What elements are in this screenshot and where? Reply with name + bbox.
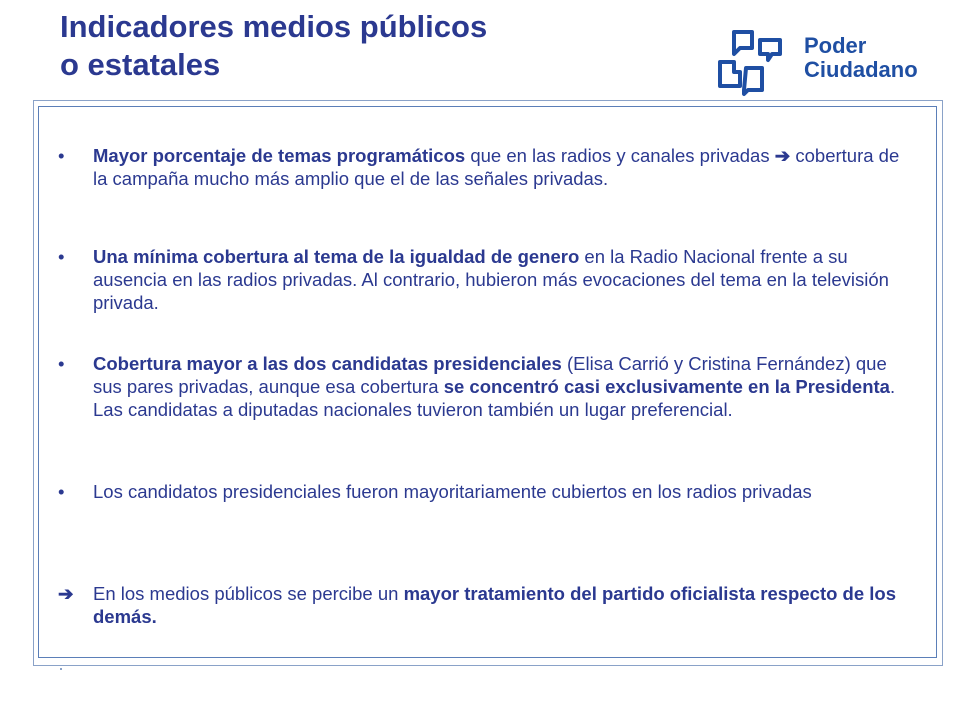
right-arrow-icon: ➔ bbox=[774, 145, 791, 166]
title-line-1: Indicadores medios públicos bbox=[60, 9, 488, 44]
conclusion-item bbox=[58, 582, 908, 628]
bullet-marker: • bbox=[58, 145, 65, 166]
bullet-item-3 bbox=[58, 352, 908, 421]
bullet-marker: • bbox=[58, 353, 65, 374]
logo-word-ciudadano: Ciudadano bbox=[804, 57, 918, 82]
bullet-marker: • bbox=[58, 481, 65, 502]
logo-wordmark bbox=[804, 34, 918, 82]
right-arrow-icon: ➔ bbox=[58, 583, 74, 604]
bullet-3-text-b: . Las candidatas a diputadas nacionales tuvieron también un lugar preferencial. bbox=[93, 376, 896, 420]
bullet-item-4 bbox=[58, 480, 812, 503]
conclusion-bold: mayor tratamiento del partido oficialista respecto de los demás. bbox=[93, 583, 896, 627]
bullet-2-text: en la Radio Nacional frente a su ausencia en las radios privadas. Al contrario, hubieron más evocaciones del tema en la televisión privada. bbox=[93, 246, 889, 313]
title-line-2: o estatales bbox=[60, 47, 221, 82]
bullet-1-text-b: cobertura de la campaña mucho más amplio que el de las señales privadas. bbox=[93, 145, 900, 189]
bullet-2-bold: Una mínima cobertura al tema de la igualdad de genero bbox=[93, 246, 580, 267]
logo-word-poder: Poder bbox=[804, 33, 867, 58]
bullet-3-text-a: (Elisa Carrió y Cristina Fernández) que sus pares privadas, aunque esa cobertura bbox=[93, 353, 887, 397]
bullet-marker: • bbox=[58, 246, 65, 267]
poder-ciudadano-logo bbox=[716, 28, 936, 98]
bullet-3-bold-a: Cobertura mayor a las dos candidatas presidenciales bbox=[93, 353, 562, 374]
bullet-item-2 bbox=[58, 245, 908, 314]
bullet-1-bold: Mayor porcentaje de temas programáticos bbox=[93, 145, 466, 166]
bullet-3-bold-b: se concentró casi exclusivamente en la Presidenta bbox=[443, 376, 890, 397]
conclusion-text: En los medios públicos se percibe un bbox=[93, 583, 404, 604]
bullet-item-1 bbox=[58, 144, 908, 190]
page-title bbox=[60, 8, 487, 84]
speech-bubbles-icon bbox=[716, 28, 798, 98]
bullet-1-text-a: que en las radios y canales privadas bbox=[465, 145, 775, 166]
decorative-dot bbox=[60, 668, 62, 670]
bullet-4-text: Los candidatos presidenciales fueron mayoritariamente cubiertos en los radios privadas bbox=[93, 481, 812, 502]
